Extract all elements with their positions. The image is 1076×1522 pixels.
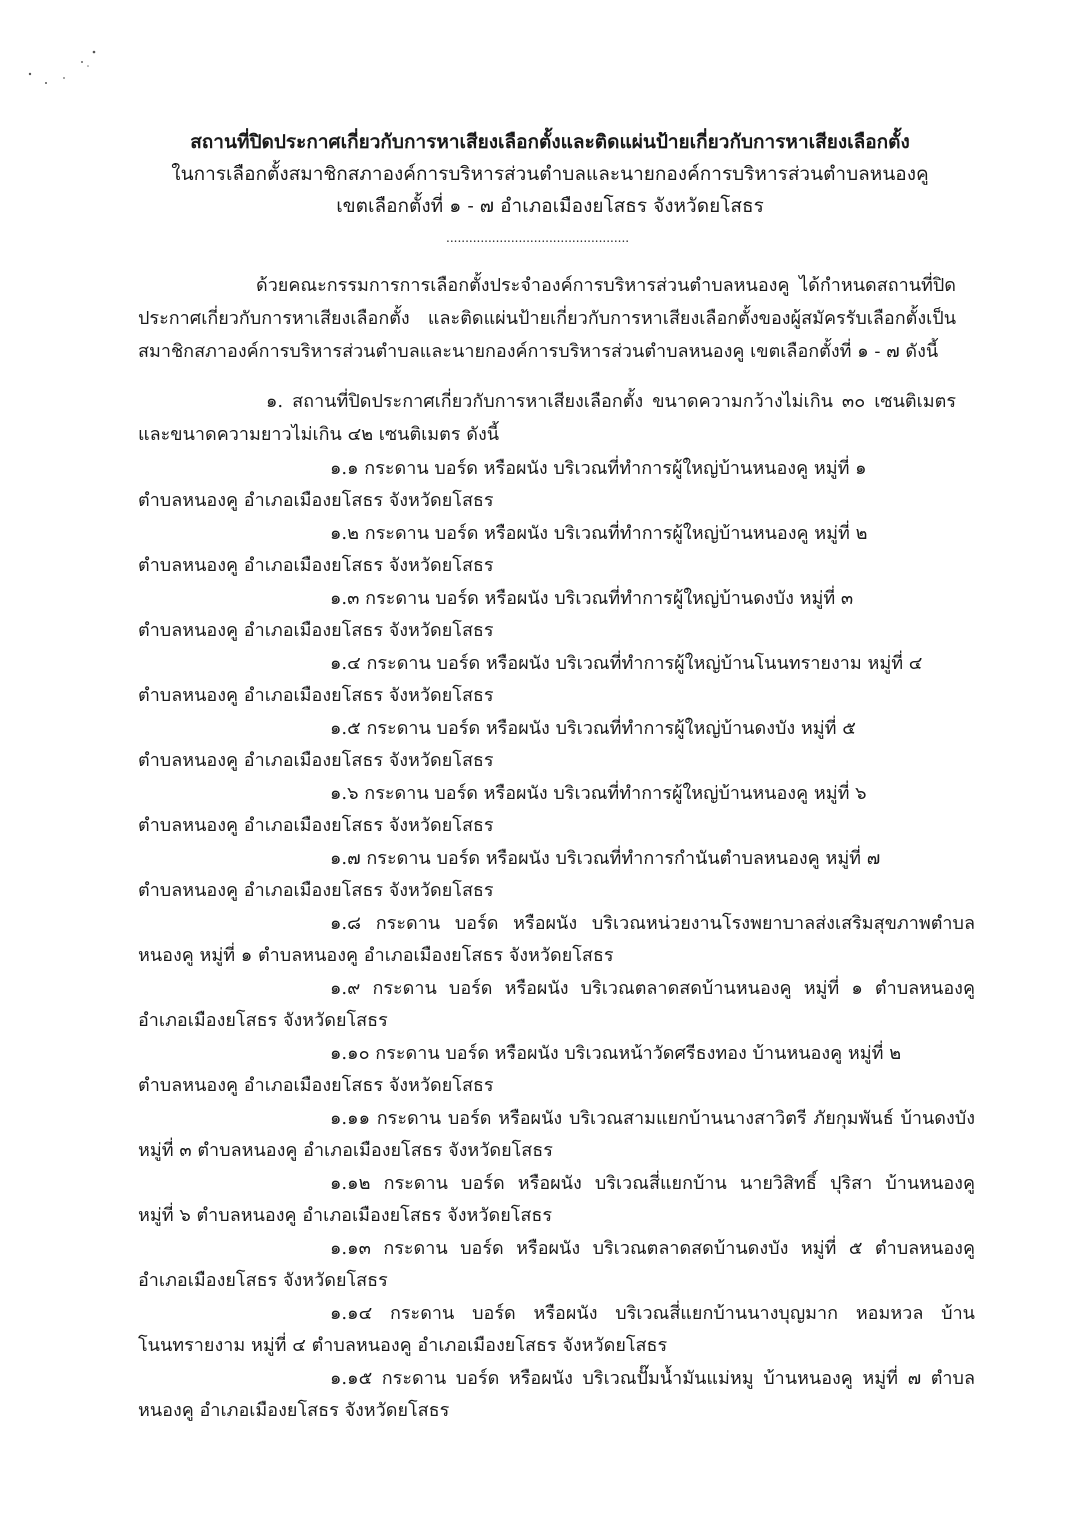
item-1-7-cont: ตำบลหนองคู อำเภอเมืองยโสธร จังหวัดยโสธร xyxy=(138,880,494,901)
document-title xyxy=(120,126,980,222)
item-1-3: ๑.๓ กระดาน บอร์ด หรือผนัง บริเวณที่ทำการผู้ใหญ่บ้านดงบัง หมู่ที่ ๓ xyxy=(330,588,854,609)
section-1-line-2: และขนาดความยาวไม่เกิน ๔๒ เซนติเมตร ดังนี้ xyxy=(138,424,500,445)
item-1-14-cont: โนนทรายงาม หมู่ที่ ๔ ตำบลหนองคู อำเภอเมืองยโสธร จังหวัดยโสธร xyxy=(138,1335,668,1356)
item-1-15-cont: หนองคู อำเภอเมืองยโสธร จังหวัดยโสธร xyxy=(138,1400,450,1421)
item-1-12-cont: หมู่ที่ ๖ ตำบลหนองคู อำเภอเมืองยโสธร จังหวัดยโสธร xyxy=(138,1205,553,1226)
item-1-4: ๑.๔ กระดาน บอร์ด หรือผนัง บริเวณที่ทำการผู้ใหญ่บ้านโนนทรายงาม หมู่ที่ ๔ xyxy=(330,653,923,674)
item-1-13: ๑.๑๓ กระดาน บอร์ด หรือผนัง บริเวณตลาดสดบ้านดงบัง หมู่ที่ ๕ ตำบลหนองคู xyxy=(330,1238,975,1259)
item-1-1: ๑.๑ กระดาน บอร์ด หรือผนัง บริเวณที่ทำการผู้ใหญ่บ้านหนองคู หมู่ที่ ๑ xyxy=(330,458,867,479)
item-1-11-cont: หมู่ที่ ๓ ตำบลหนองคู อำเภอเมืองยโสธร จังหวัดยโสธร xyxy=(138,1140,553,1161)
title-line-3: เขตเลือกตั้งที่ ๑ - ๗ อำเภอเมืองยโสธร จังหวัดยโสธร xyxy=(336,195,764,217)
item-1-13-cont: อำเภอเมืองยโสธร จังหวัดยโสธร xyxy=(138,1270,388,1291)
item-1-7: ๑.๗ กระดาน บอร์ด หรือผนัง บริเวณที่ทำการกำนันตำบลหนองคู หมู่ที่ ๗ xyxy=(330,848,881,869)
item-1-2-cont: ตำบลหนองคู อำเภอเมืองยโสธร จังหวัดยโสธร xyxy=(138,555,494,576)
item-1-5: ๑.๕ กระดาน บอร์ด หรือผนัง บริเวณที่ทำการผู้ใหญ่บ้านดงบัง หมู่ที่ ๕ xyxy=(330,718,856,739)
item-1-1-cont: ตำบลหนองคู อำเภอเมืองยโสธร จังหวัดยโสธร xyxy=(138,490,494,511)
item-1-8: ๑.๘ กระดาน บอร์ด หรือผนัง บริเวณหน่วยงานโรงพยาบาลส่งเสริมสุขภาพตำบล xyxy=(330,913,975,934)
item-1-3-cont: ตำบลหนองคู อำเภอเมืองยโสธร จังหวัดยโสธร xyxy=(138,620,494,641)
intro-line-3: สมาชิกสภาองค์การบริหารส่วนตำบลและนายกองค์การบริหารส่วนตำบลหนองคู เขตเลือกตั้งที่ ๑ - ๗ ดังนี้ xyxy=(138,341,939,362)
title-line-2: ในการเลือกตั้งสมาชิกสภาองค์การบริหารส่วนตำบลและนายกองค์การบริหารส่วนตำบลหนองคู xyxy=(171,163,929,185)
item-1-14: ๑.๑๔ กระดาน บอร์ด หรือผนัง บริเวณสี่แยกบ้านนางบุญมาก หอมหวล บ้าน xyxy=(330,1303,975,1324)
item-1-10-cont: ตำบลหนองคู อำเภอเมืองยโสธร จังหวัดยโสธร xyxy=(138,1075,494,1096)
item-1-15: ๑.๑๕ กระดาน บอร์ด หรือผนัง บริเวณปั๊มน้ำมันแม่หมู บ้านหนองคู หมู่ที่ ๗ ตำบล xyxy=(330,1368,975,1389)
item-1-10: ๑.๑๐ กระดาน บอร์ด หรือผนัง บริเวณหน้าวัดศรีธงทอง บ้านหนองคู หมู่ที่ ๒ xyxy=(330,1043,902,1064)
intro-line-1: ด้วยคณะกรรมการการเลือกตั้งประจำองค์การบริหารส่วนตำบลหนองคู ได้กำหนดสถานที่ปิด xyxy=(256,275,956,296)
item-1-6-cont: ตำบลหนองคู อำเภอเมืองยโสธร จังหวัดยโสธร xyxy=(138,815,494,836)
item-1-8-cont: หนองคู หมู่ที่ ๑ ตำบลหนองคู อำเภอเมืองยโสธร จังหวัดยโสธร xyxy=(138,945,614,966)
item-1-5-cont: ตำบลหนองคู อำเภอเมืองยโสธร จังหวัดยโสธร xyxy=(138,750,494,771)
item-1-4-cont: ตำบลหนองคู อำเภอเมืองยโสธร จังหวัดยโสธร xyxy=(138,685,494,706)
item-1-9-cont: อำเภอเมืองยโสธร จังหวัดยโสธร xyxy=(138,1010,388,1031)
item-1-11: ๑.๑๑ กระดาน บอร์ด หรือผนัง บริเวณสามแยกบ้านนางสาวิตรี ภัยกุมพันธ์ บ้านดงบัง xyxy=(330,1108,975,1129)
item-1-6: ๑.๖ กระดาน บอร์ด หรือผนัง บริเวณที่ทำการผู้ใหญ่บ้านหนองคู หมู่ที่ ๖ xyxy=(330,783,867,804)
scan-specks xyxy=(24,40,114,90)
section-1-line-1: ๑. สถานที่ปิดประกาศเกี่ยวกับการหาเสียงเลือกตั้ง ขนาดความกว้างไม่เกิน ๓๐ เซนติเมตร xyxy=(266,391,956,412)
item-1-2: ๑.๒ กระดาน บอร์ด หรือผนัง บริเวณที่ทำการผู้ใหญ่บ้านหนองคู หมู่ที่ ๒ xyxy=(330,523,868,544)
intro-line-2: ประกาศเกี่ยวกับการหาเสียงเลือกตั้ง และติดแผ่นป้ายเกี่ยวกับการหาเสียงเลือกตั้งของผู้สมัครรับเลือกตั้งเป็น xyxy=(138,308,956,329)
title-line-1: สถานที่ปิดประกาศเกี่ยวกับการหาเสียงเลือกตั้งและติดแผ่นป้ายเกี่ยวกับการหาเสียงเลือกตั้ง xyxy=(190,131,910,153)
item-1-12: ๑.๑๒ กระดาน บอร์ด หรือผนัง บริเวณสี่แยกบ้าน นายวิสิทธิ์ ปุริสา บ้านหนองคู xyxy=(330,1173,975,1194)
item-1-9: ๑.๙ กระดาน บอร์ด หรือผนัง บริเวณตลาดสดบ้านหนองคู หมู่ที่ ๑ ตำบลหนองคู xyxy=(330,978,975,999)
separator-text: ................................................ xyxy=(446,231,630,245)
